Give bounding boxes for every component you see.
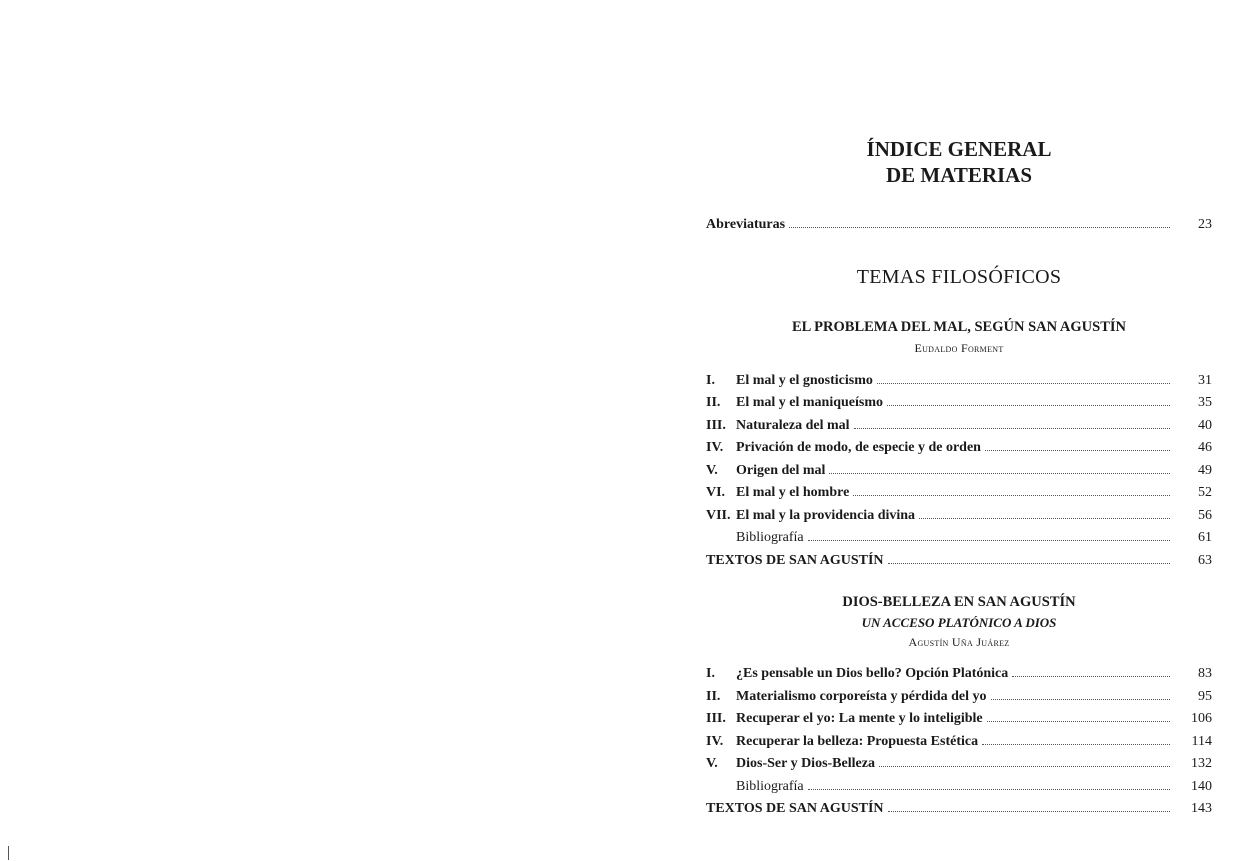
- toc-entry[interactable]: [706, 731, 1212, 754]
- leader-dots: [1012, 675, 1170, 677]
- leader-dots: [982, 743, 1170, 745]
- toc-entry-label: TEXTOS DE SAN AGUSTÍN: [706, 801, 884, 816]
- page-title-line1: ÍNDICE GENERAL: [866, 137, 1052, 161]
- toc-entry-texts[interactable]: [706, 798, 1212, 821]
- toc-entry-label: Dios-Ser y Dios-Belleza: [736, 756, 875, 771]
- leader-dots: [808, 788, 1170, 790]
- toc-entry[interactable]: [706, 505, 1212, 528]
- leader-dots: [829, 472, 1170, 474]
- leader-dots: [888, 810, 1170, 812]
- toc-entry-abbreviations[interactable]: [706, 214, 1212, 237]
- toc-entry-num: IV.: [706, 733, 724, 749]
- toc-entry-label: Materialismo corporeísta y pérdida del yo: [736, 688, 987, 704]
- toc-entry[interactable]: [706, 460, 1212, 483]
- scan-edge-mark: [8, 846, 9, 860]
- toc-entry-label: El mal y el hombre: [736, 485, 850, 500]
- toc-entry-page: 106: [1191, 711, 1212, 726]
- toc-entry-label: Bibliografía: [736, 530, 804, 545]
- toc-entry-label: Abreviaturas: [706, 217, 786, 232]
- toc-entry-bibliography[interactable]: [706, 776, 1212, 799]
- toc-entry-bibliography[interactable]: [706, 527, 1212, 550]
- toc-entry[interactable]: [706, 482, 1212, 505]
- leader-dots: [991, 698, 1170, 700]
- essay1-entries: [706, 370, 1212, 573]
- toc-entry-page: 114: [1191, 733, 1212, 749]
- toc-entry-label: Privación de modo, de especie y de orden: [736, 440, 981, 455]
- toc-entry[interactable]: [706, 370, 1212, 393]
- essay1-author: Eudaldo Forment: [914, 340, 1004, 355]
- toc-entry-page: 52: [1198, 485, 1212, 500]
- toc-entry-page: 56: [1198, 507, 1212, 523]
- toc-entry-num: I.: [706, 666, 715, 681]
- toc-entry-num: II.: [706, 688, 721, 704]
- toc-entry-num: V.: [706, 462, 718, 478]
- toc-entry-page: 140: [1191, 778, 1212, 794]
- leader-dots: [854, 427, 1170, 429]
- toc-entry[interactable]: [706, 392, 1212, 415]
- leader-dots: [808, 539, 1170, 541]
- toc-entry-page: 132: [1191, 756, 1212, 771]
- toc-entry-page: 61: [1198, 530, 1212, 545]
- toc-entry[interactable]: [706, 753, 1212, 776]
- section-title: TEMAS FILOSÓFICOS: [856, 265, 1062, 288]
- toc-entry[interactable]: [706, 708, 1212, 731]
- essay2-title: DIOS-BELLEZA EN SAN AGUSTÍN: [842, 594, 1076, 610]
- toc-entry-label: El mal y el maniqueísmo: [736, 395, 884, 410]
- toc-entry-page: 95: [1198, 688, 1212, 704]
- page-title-line2: DE MATERIAS: [885, 163, 1033, 187]
- leader-dots: [789, 226, 1170, 228]
- toc-entry-label: ¿Es pensable un Dios bello? Opción Platónica: [736, 666, 1009, 681]
- toc-entry-texts[interactable]: [706, 550, 1212, 573]
- essay1-title: EL PROBLEMA DEL MAL, SEGÚN SAN AGUSTÍN: [792, 318, 1126, 335]
- toc-entry-num: III.: [706, 711, 726, 726]
- toc-entry-num: VII.: [706, 507, 731, 523]
- leader-dots: [879, 765, 1170, 767]
- page-title: [706, 136, 1212, 188]
- toc-entry-label: Recuperar el yo: La mente y lo inteligible: [736, 711, 983, 726]
- toc-entry-label: Origen del mal: [736, 462, 826, 478]
- toc-entry-page: 35: [1198, 395, 1212, 410]
- essay2-author: Agustín Uña Juárez: [908, 635, 1010, 649]
- toc-entry-page: 23: [1198, 217, 1212, 232]
- leader-dots: [987, 720, 1170, 722]
- toc-entry-num: VI.: [706, 485, 726, 500]
- toc-entry-page: 143: [1191, 801, 1212, 816]
- toc-entry-page: 46: [1198, 440, 1212, 455]
- toc-entry-label: Recuperar la belleza: Propuesta Estética: [736, 733, 979, 749]
- toc-entry-page: 83: [1198, 666, 1212, 681]
- essay2-subtitle: UN ACCESO PLATÓNICO A DIOS: [861, 615, 1057, 630]
- leader-dots: [887, 404, 1170, 406]
- leader-dots: [985, 449, 1170, 451]
- leader-dots: [888, 562, 1170, 564]
- toc-entry-num: V.: [706, 756, 718, 771]
- toc-entry[interactable]: [706, 663, 1212, 686]
- essay2-entries: [706, 663, 1212, 821]
- toc-entry-label: El mal y el gnosticismo: [736, 372, 873, 388]
- toc-entry[interactable]: [706, 437, 1212, 460]
- toc-page: [706, 136, 1212, 821]
- toc-entry-num: III.: [706, 417, 726, 433]
- toc-entry-num: II.: [706, 395, 721, 410]
- toc-entry-num: IV.: [706, 440, 724, 455]
- toc-entry[interactable]: [706, 415, 1212, 438]
- toc-entry-page: 49: [1198, 462, 1212, 478]
- toc-entry-label: Bibliografía: [736, 778, 804, 794]
- leader-dots: [877, 382, 1170, 384]
- leader-dots: [919, 517, 1170, 519]
- toc-entry-label: TEXTOS DE SAN AGUSTÍN: [706, 552, 884, 568]
- toc-entry-num: I.: [706, 372, 715, 388]
- toc-entry[interactable]: [706, 686, 1212, 709]
- toc-entry-label: Naturaleza del mal: [736, 417, 850, 433]
- leader-dots: [853, 494, 1170, 496]
- toc-entry-page: 63: [1198, 552, 1212, 568]
- toc-entry-page: 31: [1198, 372, 1212, 388]
- toc-entry-page: 40: [1198, 417, 1212, 433]
- toc-entry-label: El mal y la providencia divina: [736, 507, 916, 523]
